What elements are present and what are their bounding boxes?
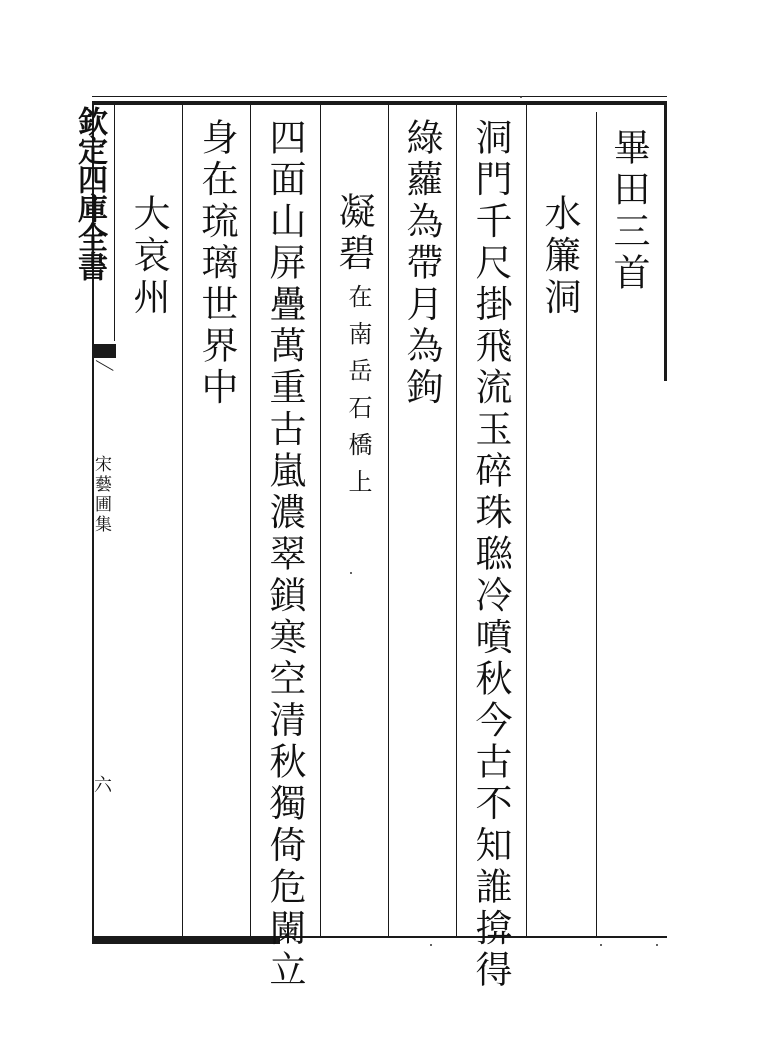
margin-book-title: 欽定四庫全書 <box>72 106 107 280</box>
scan-speck <box>350 572 352 574</box>
column-line <box>320 105 321 936</box>
poem-title: 凝碧 <box>332 192 375 276</box>
poem-line: 洞門千尺掛飛流玉碎珠聮冷噴秋今古不知誰揜得 <box>469 118 512 992</box>
margin-collection-title: 宋藝圃集 <box>91 455 111 535</box>
poem-title-annotation: 在南岳石橋上 <box>344 284 372 506</box>
poem-title: 水簾洞 <box>538 194 581 319</box>
scan-speck <box>430 944 432 946</box>
right-border <box>664 101 667 381</box>
column-line <box>456 105 457 936</box>
poem-section-heading: 畢田三首 <box>607 128 650 295</box>
top-border-thick <box>92 101 667 105</box>
scan-speck <box>520 96 522 98</box>
top-border-thin <box>92 96 667 97</box>
column-line <box>250 105 251 936</box>
margin-page-number: 六 <box>91 775 112 793</box>
scan-speck <box>600 944 602 946</box>
margin-divider <box>114 101 115 341</box>
scan-speck <box>656 944 658 946</box>
bottom-border-thick <box>92 936 280 944</box>
poem-line: 四面山屏疊萬重古嵐濃翠鎖寒空清秋獨倚危闌立 <box>263 118 306 992</box>
column-line <box>182 105 183 936</box>
poem-line: 身在琉璃世界中 <box>195 118 238 410</box>
fishtail-mark <box>92 344 116 358</box>
poem-title: 大哀州 <box>127 194 170 319</box>
poem-line: 綠蘿為帶月為鉤 <box>400 118 443 410</box>
column-line <box>526 105 527 936</box>
fishtail-line <box>96 360 114 371</box>
column-line <box>596 112 597 936</box>
column-line <box>388 105 389 936</box>
